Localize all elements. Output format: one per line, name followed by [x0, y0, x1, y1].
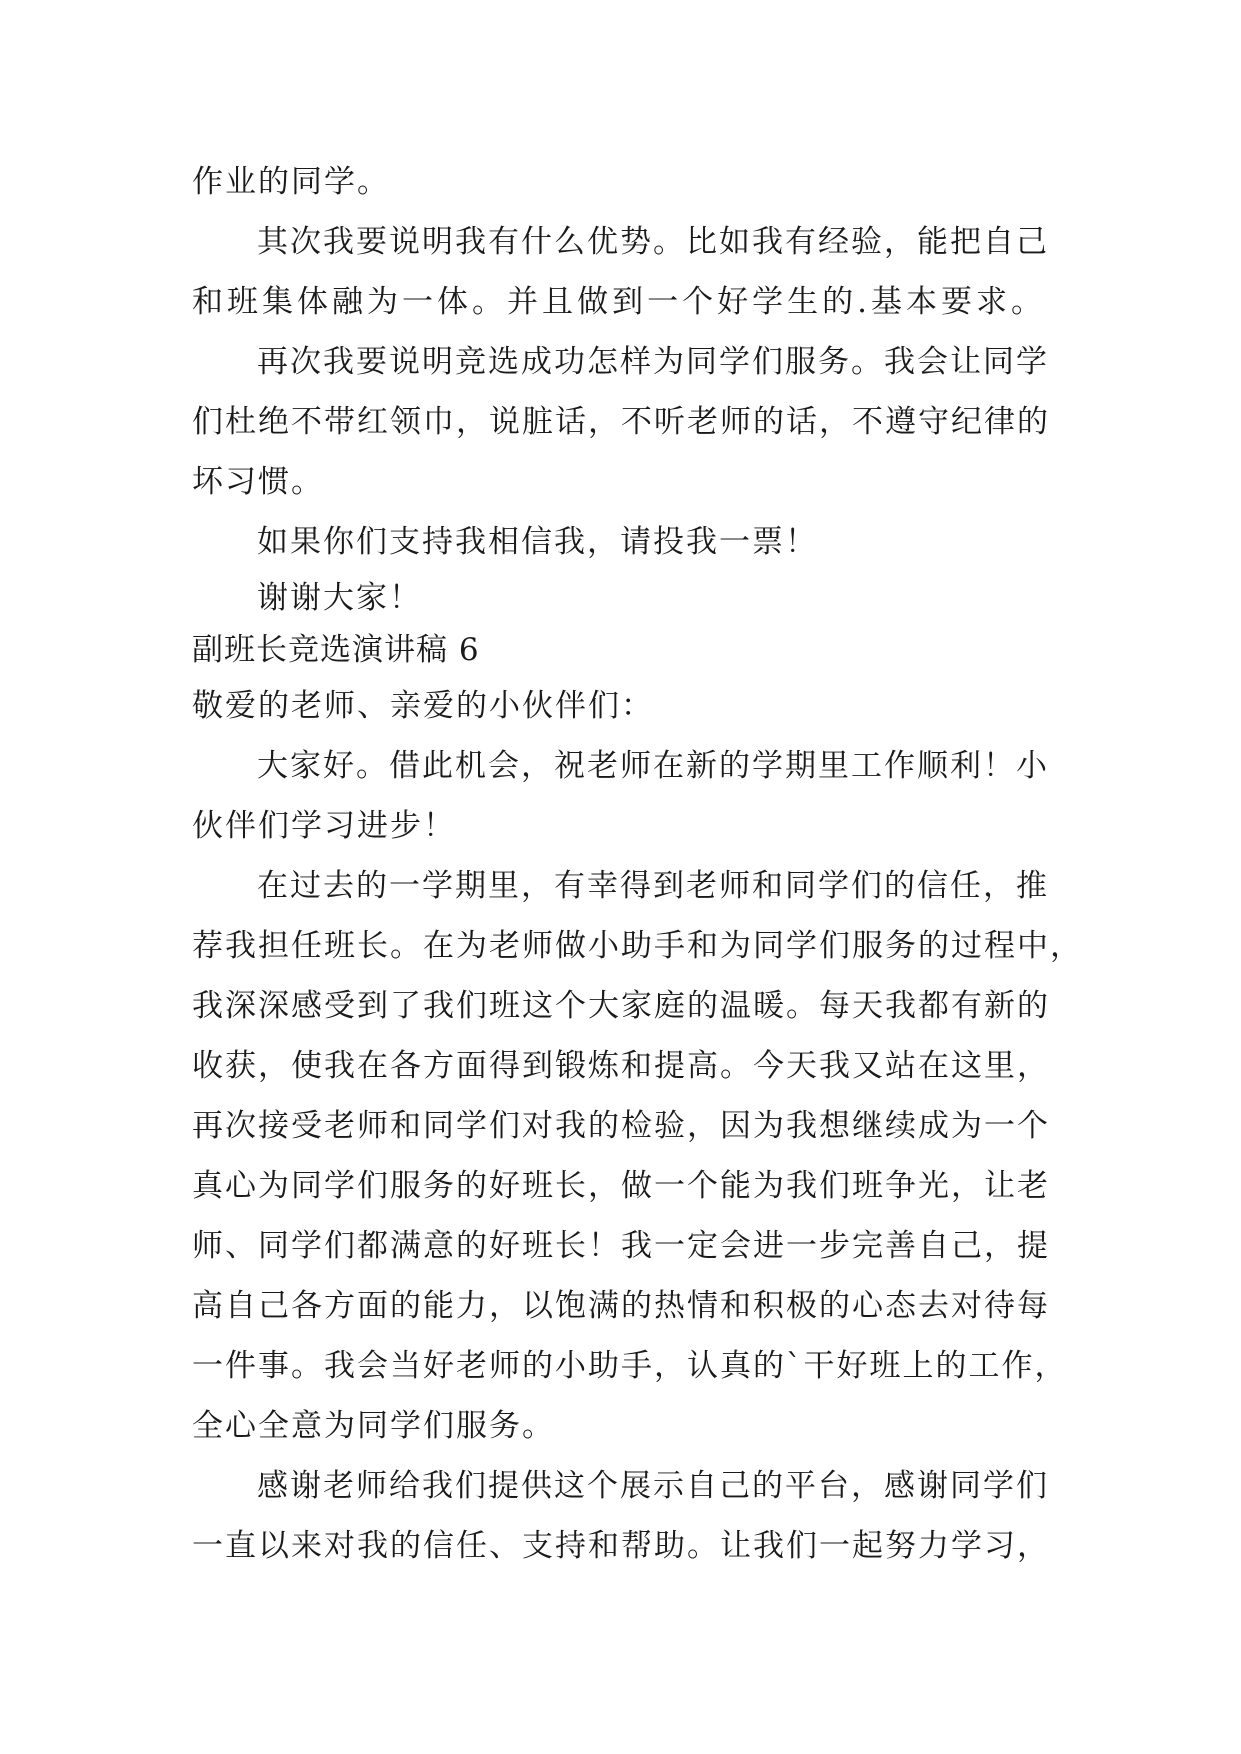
text-line: 师、同学们都满意的好班长！我一定会进一步完善自己，提: [192, 1228, 1050, 1264]
paragraph-first-line: 大家好。借此机会，祝老师在新的学期里工作顺利！小: [257, 748, 1049, 784]
text-line: 坏习惯。: [192, 464, 324, 500]
text-line: 一件事。我会当好老师的小助手，认真的`干好班上的工作，: [192, 1348, 1068, 1384]
paragraph-first-line: 在过去的一学期里，有幸得到老师和同学们的信任，推: [257, 868, 1049, 904]
text-line: 一直以来对我的信任、支持和帮助。让我们一起努力学习，: [192, 1528, 1050, 1564]
text-line: 再次接受老师和同学们对我的检验，因为我想继续成为一个: [192, 1108, 1050, 1144]
salutation: 敬爱的老师、亲爱的小伙伴们：: [192, 688, 654, 724]
text-line: 真心为同学们服务的好班长，做一个能为我们班争光，让老: [192, 1168, 1050, 1204]
paragraph-first-line: 再次我要说明竞选成功怎样为同学们服务。我会让同学: [257, 344, 1049, 380]
section-heading: 副班长竞选演讲稿 6: [192, 632, 480, 668]
paragraph-first-line: 感谢老师给我们提供这个展示自己的平台，感谢同学们: [257, 1468, 1049, 1504]
text-line: 伙伴们学习进步！: [192, 808, 456, 844]
text-line: 高自己各方面的能力，以饱满的热情和积极的心态去对待每: [192, 1288, 1050, 1324]
paragraph-first-line: 谢谢大家！: [257, 580, 422, 616]
text-line: 全心全意为同学们服务。: [192, 1408, 555, 1444]
text-line: 作业的同学。: [192, 164, 390, 200]
text-line: 收获，使我在各方面得到锻炼和提高。今天我又站在这里，: [192, 1048, 1050, 1084]
text-line: 和班集体融为一体。并且做到一个好学生的.基本要求。: [192, 284, 1044, 320]
text-line: 荐我担任班长。在为老师做小助手和为同学们服务的过程中，: [192, 928, 1083, 964]
paragraph-first-line: 如果你们支持我相信我，请投我一票！: [257, 524, 818, 560]
text-line: 我深深感受到了我们班这个大家庭的温暖。每天我都有新的: [192, 988, 1050, 1024]
paragraph-first-line: 其次我要说明我有什么优势。比如我有经验，能把自己: [257, 224, 1049, 260]
text-line: 们杜绝不带红领巾，说脏话，不听老师的话，不遵守纪律的: [192, 404, 1050, 440]
